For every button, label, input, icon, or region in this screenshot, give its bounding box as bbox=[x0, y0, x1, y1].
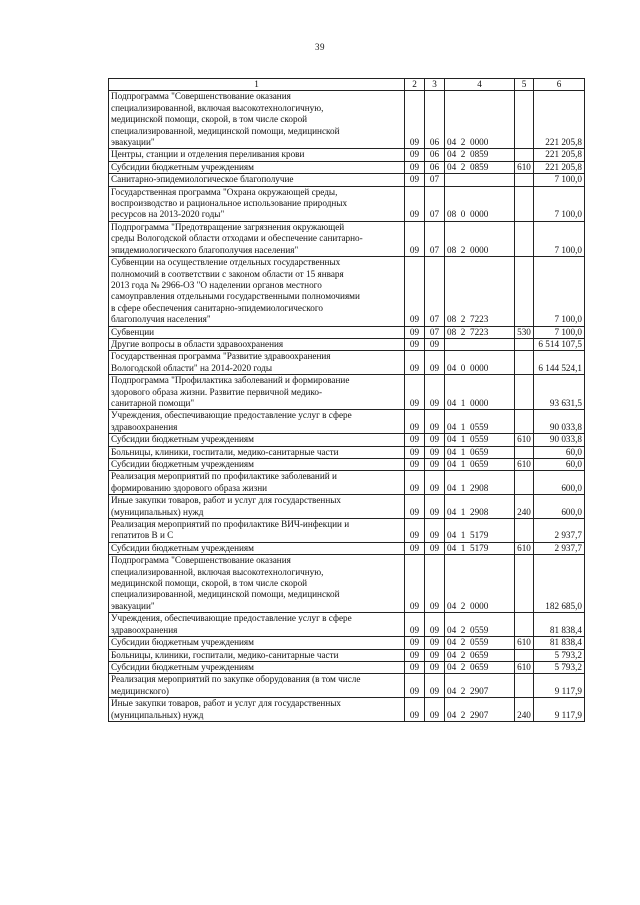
table-row bbox=[109, 326, 585, 338]
subsection-code-cell: 09 bbox=[425, 674, 445, 698]
amount-cell: 7 100,0 bbox=[534, 326, 585, 338]
section-code-cell: 09 bbox=[405, 186, 425, 221]
amount-cell: 221 205,8 bbox=[534, 161, 585, 173]
expense-type-cell bbox=[515, 149, 534, 161]
row-name-cell: Реализация мероприятий по профилактике ВИЧ-инфекции и гепатитов В и С bbox=[109, 519, 405, 543]
expense-type-cell bbox=[515, 519, 534, 543]
row-name-cell: Субвенции на осуществление отдельных государственных полномочий в соответствии с законом области от 15 января 2013 года № 2966-ОЗ "О наделении органов местного самоуправления отдельными государственными полномочиями в сфере обеспечения санитарно-эпидемиологического благополучия населения" bbox=[109, 257, 405, 326]
section-code-cell: 09 bbox=[405, 542, 425, 554]
subsection-code-cell: 09 bbox=[425, 471, 445, 495]
target-article-cell: 04 2 0559 bbox=[445, 613, 515, 637]
subsection-code-cell: 07 bbox=[425, 221, 445, 256]
column-header-5: 5 bbox=[515, 79, 534, 91]
amount-cell: 5 793,2 bbox=[534, 649, 585, 661]
target-article-cell: 04 1 5179 bbox=[445, 519, 515, 543]
row-name-cell: Подпрограмма "Предотвращение загрязнения окружающей среды Вологодской области отходами и обеспечение санитарно- эпидемиологического благополучия населения" bbox=[109, 221, 405, 256]
section-code-cell: 09 bbox=[405, 174, 425, 186]
table-row bbox=[109, 91, 585, 149]
subsection-code-cell: 09 bbox=[425, 649, 445, 661]
amount-cell: 6 514 107,5 bbox=[534, 338, 585, 350]
target-article-cell bbox=[445, 338, 515, 350]
table-row bbox=[109, 375, 585, 410]
row-name-cell: Субсидии бюджетным учреждениям bbox=[109, 542, 405, 554]
section-code-cell: 09 bbox=[405, 149, 425, 161]
table-row bbox=[109, 221, 585, 256]
target-article-cell: 04 2 2907 bbox=[445, 674, 515, 698]
row-name-cell: Подпрограмма "Совершенствование оказания специализированной, включая высокотехнологичную, медицинской помощи, скорой, в том числе скорой специализированной, медицинской помощи, медицинской эвакуации" bbox=[109, 555, 405, 613]
section-code-cell: 09 bbox=[405, 519, 425, 543]
subsection-code-cell: 09 bbox=[425, 495, 445, 519]
section-code-cell: 09 bbox=[405, 326, 425, 338]
expense-type-cell: 610 bbox=[515, 434, 534, 446]
section-code-cell: 09 bbox=[405, 649, 425, 661]
table-row bbox=[109, 661, 585, 673]
target-article-cell: 04 0 0000 bbox=[445, 351, 515, 375]
target-article-cell: 04 2 0659 bbox=[445, 661, 515, 673]
row-name-cell: Учреждения, обеспечивающие предоставление услуг в сфере здравоохранения bbox=[109, 613, 405, 637]
section-code-cell: 09 bbox=[405, 410, 425, 434]
subsection-code-cell: 06 bbox=[425, 149, 445, 161]
target-article-cell: 04 2 0859 bbox=[445, 161, 515, 173]
expense-type-cell: 610 bbox=[515, 661, 534, 673]
subsection-code-cell: 09 bbox=[425, 555, 445, 613]
expense-type-cell: 240 bbox=[515, 495, 534, 519]
section-code-cell: 09 bbox=[405, 221, 425, 256]
subsection-code-cell: 09 bbox=[425, 661, 445, 673]
row-name-cell: Реализация мероприятий по профилактике заболеваний и формированию здорового образа жизни bbox=[109, 471, 405, 495]
section-code-cell: 09 bbox=[405, 434, 425, 446]
row-name-cell: Государственная программа "Развитие здравоохранения Вологодской области" на 2014-2020 годы bbox=[109, 351, 405, 375]
expense-type-cell bbox=[515, 91, 534, 149]
budget-table bbox=[108, 78, 585, 722]
page-number: 39 bbox=[315, 42, 325, 52]
expense-type-cell bbox=[515, 351, 534, 375]
target-article-cell: 04 1 0659 bbox=[445, 446, 515, 458]
expense-type-cell bbox=[515, 410, 534, 434]
column-header-1: 1 bbox=[109, 79, 405, 91]
section-code-cell: 09 bbox=[405, 495, 425, 519]
target-article-cell: 04 1 2908 bbox=[445, 495, 515, 519]
table-row bbox=[109, 434, 585, 446]
table-row bbox=[109, 257, 585, 326]
row-name-cell: Иные закупки товаров, работ и услуг для государственных (муниципальных) нужд bbox=[109, 698, 405, 722]
table-row bbox=[109, 698, 585, 722]
column-header-6: 6 bbox=[534, 79, 585, 91]
subsection-code-cell: 09 bbox=[425, 375, 445, 410]
section-code-cell: 09 bbox=[405, 637, 425, 649]
table-row bbox=[109, 459, 585, 471]
expense-type-cell: 610 bbox=[515, 459, 534, 471]
table-row bbox=[109, 410, 585, 434]
expense-type-cell bbox=[515, 674, 534, 698]
section-code-cell: 09 bbox=[405, 351, 425, 375]
table-body bbox=[109, 91, 585, 722]
row-name-cell: Подпрограмма "Совершенствование оказания специализированной, включая высокотехнологичную, медицинской помощи, скорой, в том числе скорой специализированной, медицинской помощи, медицинской эвакуации" bbox=[109, 91, 405, 149]
section-code-cell: 09 bbox=[405, 661, 425, 673]
row-name-cell: Другие вопросы в области здравоохранения bbox=[109, 338, 405, 350]
row-name-cell: Учреждения, обеспечивающие предоставление услуг в сфере здравоохранения bbox=[109, 410, 405, 434]
column-number-row bbox=[109, 79, 585, 91]
table-row bbox=[109, 649, 585, 661]
subsection-code-cell: 09 bbox=[425, 519, 445, 543]
row-name-cell: Центры, станции и отделения переливания крови bbox=[109, 149, 405, 161]
expense-type-cell: 610 bbox=[515, 161, 534, 173]
subsection-code-cell: 09 bbox=[425, 351, 445, 375]
expense-type-cell bbox=[515, 471, 534, 495]
subsection-code-cell: 06 bbox=[425, 91, 445, 149]
expense-type-cell bbox=[515, 221, 534, 256]
row-name-cell: Иные закупки товаров, работ и услуг для государственных (муниципальных) нужд bbox=[109, 495, 405, 519]
target-article-cell: 04 1 0559 bbox=[445, 434, 515, 446]
expense-type-cell bbox=[515, 338, 534, 350]
amount-cell: 93 631,5 bbox=[534, 375, 585, 410]
section-code-cell: 09 bbox=[405, 613, 425, 637]
table-row bbox=[109, 161, 585, 173]
table-row bbox=[109, 542, 585, 554]
row-name-cell: Подпрограмма "Профилактика заболеваний и формирование здорового образа жизни. Развитие первичной медико- санитарной помощи" bbox=[109, 375, 405, 410]
row-name-cell: Санитарно-эпидемиологическое благополучие bbox=[109, 174, 405, 186]
target-article-cell: 08 2 0000 bbox=[445, 221, 515, 256]
row-name-cell: Больницы, клиники, госпитали, медико-санитарные части bbox=[109, 446, 405, 458]
amount-cell: 6 144 524,1 bbox=[534, 351, 585, 375]
amount-cell: 7 100,0 bbox=[534, 174, 585, 186]
row-name-cell: Субсидии бюджетным учреждениям bbox=[109, 434, 405, 446]
target-article-cell: 08 2 7223 bbox=[445, 326, 515, 338]
subsection-code-cell: 07 bbox=[425, 257, 445, 326]
row-name-cell: Субсидии бюджетным учреждениям bbox=[109, 661, 405, 673]
subsection-code-cell: 09 bbox=[425, 613, 445, 637]
table-row bbox=[109, 613, 585, 637]
section-code-cell: 09 bbox=[405, 161, 425, 173]
section-code-cell: 09 bbox=[405, 375, 425, 410]
subsection-code-cell: 07 bbox=[425, 326, 445, 338]
subsection-code-cell: 09 bbox=[425, 410, 445, 434]
amount-cell: 90 033,8 bbox=[534, 410, 585, 434]
row-name-cell: Государственная программа "Охрана окружающей среды, воспроизводство и рациональное использование природных ресурсов на 2013-2020 годы" bbox=[109, 186, 405, 221]
amount-cell: 221 205,8 bbox=[534, 149, 585, 161]
subsection-code-cell: 06 bbox=[425, 161, 445, 173]
section-code-cell: 09 bbox=[405, 459, 425, 471]
amount-cell: 600,0 bbox=[534, 495, 585, 519]
expense-type-cell: 610 bbox=[515, 542, 534, 554]
expense-type-cell bbox=[515, 375, 534, 410]
target-article-cell: 04 1 0559 bbox=[445, 410, 515, 434]
amount-cell: 90 033,8 bbox=[534, 434, 585, 446]
table-row bbox=[109, 555, 585, 613]
section-code-cell: 09 bbox=[405, 555, 425, 613]
section-code-cell: 09 bbox=[405, 91, 425, 149]
table-row bbox=[109, 149, 585, 161]
expense-type-cell bbox=[515, 555, 534, 613]
row-name-cell: Субвенции bbox=[109, 326, 405, 338]
subsection-code-cell: 09 bbox=[425, 434, 445, 446]
amount-cell: 9 117,9 bbox=[534, 698, 585, 722]
amount-cell: 9 117,9 bbox=[534, 674, 585, 698]
subsection-code-cell: 09 bbox=[425, 698, 445, 722]
table-row bbox=[109, 637, 585, 649]
row-name-cell: Субсидии бюджетным учреждениям bbox=[109, 161, 405, 173]
subsection-code-cell: 07 bbox=[425, 186, 445, 221]
target-article-cell: 04 1 0000 bbox=[445, 375, 515, 410]
table-row bbox=[109, 338, 585, 350]
subsection-code-cell: 09 bbox=[425, 459, 445, 471]
row-name-cell: Субсидии бюджетным учреждениям bbox=[109, 637, 405, 649]
table-row bbox=[109, 174, 585, 186]
amount-cell: 60,0 bbox=[534, 446, 585, 458]
section-code-cell: 09 bbox=[405, 698, 425, 722]
target-article-cell: 08 2 7223 bbox=[445, 257, 515, 326]
target-article-cell: 08 0 0000 bbox=[445, 186, 515, 221]
target-article-cell: 04 2 0559 bbox=[445, 637, 515, 649]
expense-type-cell bbox=[515, 446, 534, 458]
amount-cell: 5 793,2 bbox=[534, 661, 585, 673]
section-code-cell: 09 bbox=[405, 471, 425, 495]
target-article-cell bbox=[445, 174, 515, 186]
section-code-cell: 09 bbox=[405, 674, 425, 698]
expense-type-cell: 610 bbox=[515, 637, 534, 649]
section-code-cell: 09 bbox=[405, 338, 425, 350]
amount-cell: 60,0 bbox=[534, 459, 585, 471]
target-article-cell: 04 1 0659 bbox=[445, 459, 515, 471]
expense-type-cell bbox=[515, 186, 534, 221]
target-article-cell: 04 1 2908 bbox=[445, 471, 515, 495]
table-row bbox=[109, 471, 585, 495]
target-article-cell: 04 2 0659 bbox=[445, 649, 515, 661]
row-name-cell: Реализация мероприятий по закупке оборудования (в том числе медицинского) bbox=[109, 674, 405, 698]
section-code-cell: 09 bbox=[405, 446, 425, 458]
subsection-code-cell: 09 bbox=[425, 446, 445, 458]
amount-cell: 7 100,0 bbox=[534, 257, 585, 326]
amount-cell: 81 838,4 bbox=[534, 637, 585, 649]
table-row bbox=[109, 495, 585, 519]
table-row bbox=[109, 674, 585, 698]
expense-type-cell: 530 bbox=[515, 326, 534, 338]
table-row bbox=[109, 186, 585, 221]
amount-cell: 2 937,7 bbox=[534, 519, 585, 543]
amount-cell: 600,0 bbox=[534, 471, 585, 495]
expense-type-cell bbox=[515, 649, 534, 661]
target-article-cell: 04 2 0000 bbox=[445, 91, 515, 149]
amount-cell: 7 100,0 bbox=[534, 221, 585, 256]
amount-cell: 221 205,8 bbox=[534, 91, 585, 149]
target-article-cell: 04 1 5179 bbox=[445, 542, 515, 554]
column-header-3: 3 bbox=[425, 79, 445, 91]
column-header-4: 4 bbox=[445, 79, 515, 91]
subsection-code-cell: 09 bbox=[425, 542, 445, 554]
table-row bbox=[109, 446, 585, 458]
row-name-cell: Больницы, клиники, госпитали, медико-санитарные части bbox=[109, 649, 405, 661]
expense-type-cell bbox=[515, 257, 534, 326]
target-article-cell: 04 2 0000 bbox=[445, 555, 515, 613]
table-row bbox=[109, 351, 585, 375]
expense-type-cell: 240 bbox=[515, 698, 534, 722]
target-article-cell: 04 2 2907 bbox=[445, 698, 515, 722]
column-header-2: 2 bbox=[405, 79, 425, 91]
subsection-code-cell: 07 bbox=[425, 174, 445, 186]
amount-cell: 7 100,0 bbox=[534, 186, 585, 221]
amount-cell: 2 937,7 bbox=[534, 542, 585, 554]
section-code-cell: 09 bbox=[405, 257, 425, 326]
expense-type-cell bbox=[515, 613, 534, 637]
table-row bbox=[109, 519, 585, 543]
amount-cell: 182 685,0 bbox=[534, 555, 585, 613]
subsection-code-cell: 09 bbox=[425, 637, 445, 649]
row-name-cell: Субсидии бюджетным учреждениям bbox=[109, 459, 405, 471]
subsection-code-cell: 09 bbox=[425, 338, 445, 350]
amount-cell: 81 838,4 bbox=[534, 613, 585, 637]
expense-type-cell bbox=[515, 174, 534, 186]
target-article-cell: 04 2 0859 bbox=[445, 149, 515, 161]
